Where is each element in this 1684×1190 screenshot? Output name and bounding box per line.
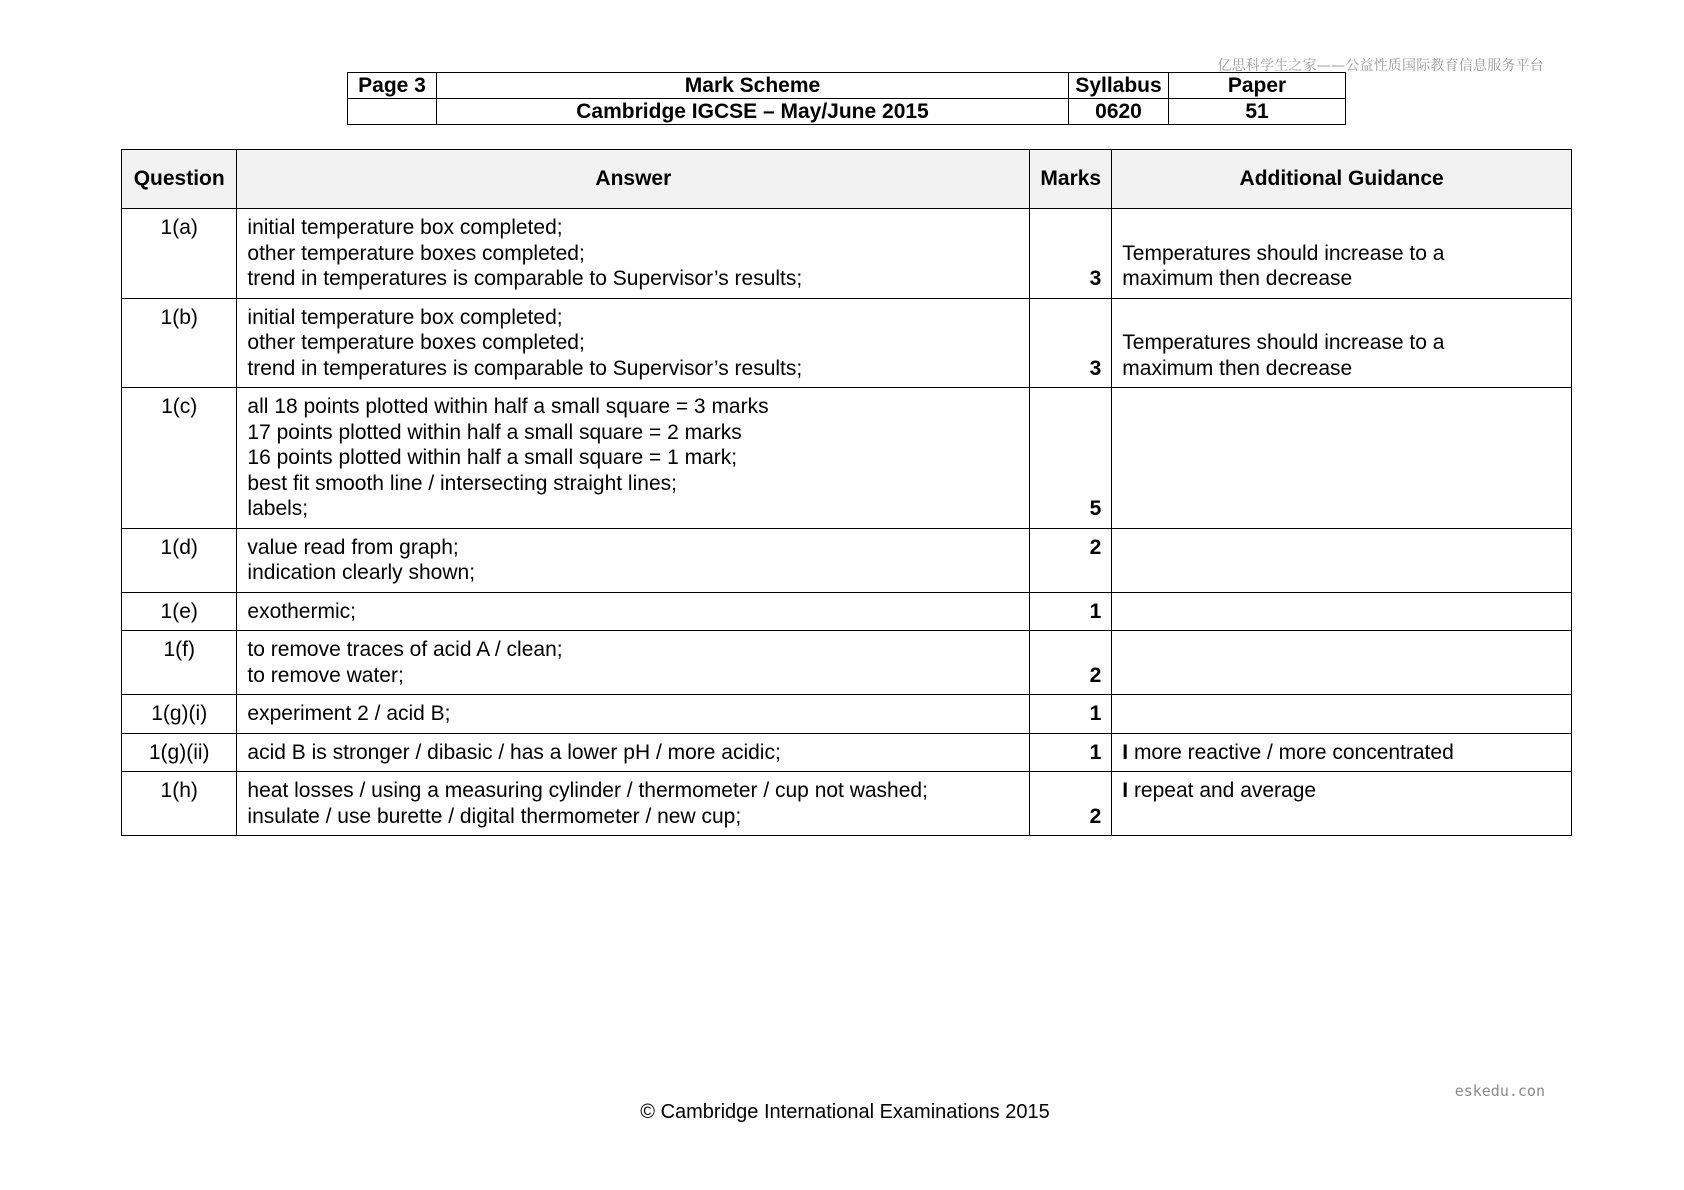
marks-cell: 1 xyxy=(1030,695,1112,734)
question-number: 1(g)(ii) xyxy=(122,733,237,772)
answer-line: 17 points plotted within half a small square = 2 marks xyxy=(247,420,742,444)
guidance-text: repeat and average xyxy=(1128,779,1317,802)
paper-label: Paper xyxy=(1169,73,1346,99)
answer-cell xyxy=(237,592,1030,631)
answer-line: acid B is stronger / dibasic / has a lower pH / more acidic; xyxy=(247,740,781,764)
answer-cell xyxy=(237,388,1030,529)
answer-line: to remove water; xyxy=(247,663,404,687)
answer-cell xyxy=(237,733,1030,772)
watermark-bottom: eskedu.con xyxy=(1454,1082,1545,1100)
answer-cell xyxy=(237,298,1030,388)
table-row xyxy=(122,209,1572,299)
answer-line: other temperature boxes completed; xyxy=(247,331,585,354)
answer-line: indication clearly shown; xyxy=(247,561,476,584)
guidance-cell xyxy=(1112,631,1572,695)
ignore-marker: I xyxy=(1122,779,1129,802)
marks-cell: 2 xyxy=(1030,772,1112,836)
header-empty-cell xyxy=(348,99,437,125)
guidance-line: Temperatures should increase to a xyxy=(1122,331,1445,354)
table-row xyxy=(122,772,1572,836)
answer-line: value read from graph; xyxy=(247,535,459,559)
paper-value: 51 xyxy=(1169,99,1346,125)
question-number: 1(b) xyxy=(122,298,237,388)
watermark-top: 亿思科学生之家——公益性质国际教育信息服务平台 xyxy=(1217,58,1544,74)
question-number: 1(a) xyxy=(122,209,237,299)
answer-line: 16 points plotted within half a small square = 1 mark; xyxy=(247,446,738,469)
answer-line: heat losses / using a measuring cylinder / thermometer / cup not washed; xyxy=(247,779,928,802)
document-subtitle: Cambridge IGCSE – May/June 2015 xyxy=(437,99,1069,125)
page-label: Page 3 xyxy=(348,73,437,99)
table-row xyxy=(122,631,1572,695)
guidance-cell xyxy=(1112,209,1572,299)
answer-cell xyxy=(237,209,1030,299)
guidance-cell xyxy=(1112,695,1572,734)
guidance-cell xyxy=(1112,592,1572,631)
marks-cell: 3 xyxy=(1030,209,1112,299)
table-row xyxy=(122,528,1572,592)
question-number: 1(f) xyxy=(122,631,237,695)
ignore-marker: I xyxy=(1122,740,1129,764)
question-number: 1(h) xyxy=(122,772,237,836)
answer-line: trend in temperatures is comparable to Supervisor’s results; xyxy=(247,267,803,290)
answer-cell xyxy=(237,528,1030,592)
answer-cell xyxy=(237,631,1030,695)
table-row xyxy=(122,733,1572,772)
marks-cell: 1 xyxy=(1030,733,1112,772)
guidance-line: maximum then decrease xyxy=(1122,356,1353,380)
marks-cell: 2 xyxy=(1030,528,1112,592)
copyright-footer: © Cambridge International Examinations 2015 xyxy=(640,1101,1050,1123)
header-table xyxy=(347,72,1346,125)
answer-line: all 18 points plotted within half a small square = 3 marks xyxy=(247,395,769,418)
guidance-cell xyxy=(1112,298,1572,388)
answer-line: initial temperature box completed; xyxy=(247,216,563,239)
table-row xyxy=(122,592,1572,631)
question-number: 1(e) xyxy=(122,592,237,631)
guidance-header: Additional Guidance xyxy=(1112,150,1572,209)
answer-line: best fit smooth line / intersecting straight lines; xyxy=(247,471,677,495)
mark-scheme-table xyxy=(121,149,1572,836)
table-row xyxy=(122,388,1572,529)
answer-line: insulate / use burette / digital thermometer / new cup; xyxy=(247,804,742,828)
answer-line: exothermic; xyxy=(247,599,356,623)
answer-line: other temperature boxes completed; xyxy=(247,241,585,265)
answer-line: initial temperature box completed; xyxy=(247,305,563,329)
syllabus-value: 0620 xyxy=(1069,99,1169,125)
guidance-cell xyxy=(1112,772,1572,836)
answer-line: trend in temperatures is comparable to Supervisor’s results; xyxy=(247,356,803,380)
guidance-text: more reactive / more concentrated xyxy=(1128,740,1454,764)
marks-cell: 1 xyxy=(1030,592,1112,631)
question-header: Question xyxy=(122,150,237,209)
answer-line: labels; xyxy=(247,497,309,520)
table-row xyxy=(122,695,1572,734)
question-number: 1(c) xyxy=(122,388,237,529)
answer-cell xyxy=(237,772,1030,836)
answer-line: experiment 2 / acid B; xyxy=(247,702,451,725)
document-title: Mark Scheme xyxy=(437,73,1069,99)
table-row xyxy=(122,298,1572,388)
answer-cell xyxy=(237,695,1030,734)
guidance-cell xyxy=(1112,528,1572,592)
answer-line: to remove traces of acid A / clean; xyxy=(247,638,563,661)
question-number: 1(g)(i) xyxy=(122,695,237,734)
guidance-line: Temperatures should increase to a xyxy=(1122,241,1445,265)
table-header-row xyxy=(122,150,1572,209)
marks-cell: 2 xyxy=(1030,631,1112,695)
answer-header: Answer xyxy=(237,150,1030,209)
question-number: 1(d) xyxy=(122,528,237,592)
marks-header: Marks xyxy=(1030,150,1112,209)
marks-cell: 3 xyxy=(1030,298,1112,388)
syllabus-label: Syllabus xyxy=(1069,73,1169,99)
guidance-line: maximum then decrease xyxy=(1122,267,1353,290)
guidance-cell xyxy=(1112,733,1572,772)
marks-cell: 5 xyxy=(1030,388,1112,529)
guidance-cell xyxy=(1112,388,1572,529)
